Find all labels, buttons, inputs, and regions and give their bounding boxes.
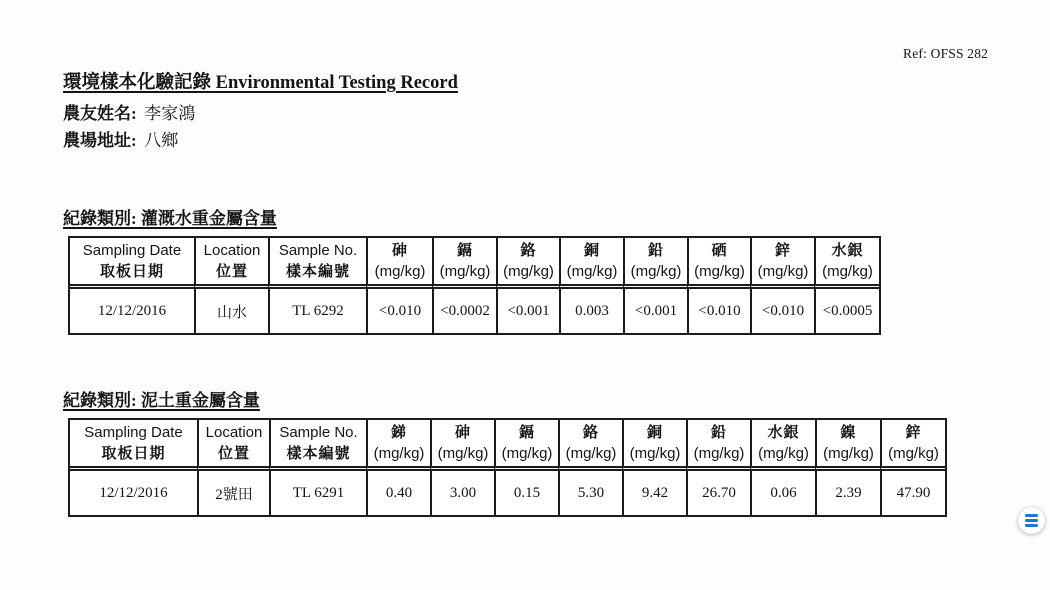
column-header-line1: Sample No.	[279, 424, 358, 441]
column-header-line2: 取板日期	[99, 263, 164, 280]
section-irrigation-water	[63, 204, 881, 335]
column-header	[686, 420, 750, 471]
column-header-line2: (mg/kg)	[822, 263, 873, 280]
table-cell: <0.0005	[814, 289, 879, 333]
farm-address-field	[63, 126, 178, 151]
column-header	[197, 420, 269, 471]
column-header-line1: 銅	[583, 242, 600, 259]
column-header-line2: (mg/kg)	[888, 445, 939, 462]
table-cell: <0.010	[366, 289, 432, 333]
irrigation-water-metals-table	[68, 236, 881, 335]
column-header-line1: 鋅	[905, 424, 922, 441]
table-cell: TL 6291	[269, 471, 366, 515]
column-header-line2: (mg/kg)	[437, 445, 489, 462]
table-cell: TL 6292	[268, 289, 366, 333]
column-header	[814, 238, 879, 289]
column-header-line2: (mg/kg)	[374, 263, 426, 280]
table-cell: 12/12/2016	[99, 484, 168, 501]
column-header-line2: (mg/kg)	[373, 445, 425, 462]
table-header-row	[70, 238, 879, 289]
column-header	[496, 238, 559, 289]
table-cell: 3.00	[430, 471, 494, 515]
column-header-line1: Sampling Date	[82, 242, 182, 259]
column-header-line2: (mg/kg)	[757, 263, 809, 280]
column-header	[687, 238, 750, 289]
column-header-line2: (mg/kg)	[439, 263, 491, 280]
column-header-line2: (mg/kg)	[630, 263, 682, 280]
column-header-line1: Location	[203, 242, 261, 259]
column-header	[750, 420, 815, 471]
table-cell: 0.003	[559, 289, 623, 333]
column-header-line1: 砷	[391, 242, 408, 259]
section-heading-soil: 紀錄類別: 泥土重金屬含量	[63, 391, 260, 410]
column-header	[623, 238, 687, 289]
farmer-name-field	[63, 99, 195, 124]
table-cell: <0.0002	[432, 289, 496, 333]
column-header-line1: 鉛	[647, 242, 664, 259]
column-header-line1: 鎘	[456, 242, 473, 259]
column-header-line1: 水銀	[831, 242, 864, 259]
column-header	[559, 238, 623, 289]
column-header-line2: 樣本編號	[285, 263, 350, 280]
column-header	[194, 238, 268, 289]
column-header	[622, 420, 686, 471]
column-header-line2: (mg/kg)	[694, 263, 745, 280]
column-header-line1: 砷	[454, 424, 471, 441]
column-header-line1: Sampling Date	[84, 424, 183, 441]
column-header	[366, 420, 430, 471]
column-header-line1: 鎘	[518, 424, 535, 441]
column-header	[70, 420, 197, 471]
column-header-line1: 銻	[390, 424, 407, 441]
column-header-line1: 鉛	[710, 424, 727, 441]
column-header	[268, 238, 366, 289]
column-header-line2: (mg/kg)	[501, 445, 553, 462]
column-header-line2: (mg/kg)	[629, 445, 681, 462]
column-header	[269, 420, 366, 471]
column-header-line1: 鋅	[774, 242, 791, 259]
farmer-name-value: 李家鴻	[144, 104, 196, 123]
column-header-line2: (mg/kg)	[758, 445, 809, 462]
column-header-line1: Sample No.	[278, 242, 358, 259]
table-cell: <0.010	[750, 289, 814, 333]
column-header	[815, 420, 880, 471]
column-header-line2: 位置	[217, 445, 250, 462]
column-header	[558, 420, 622, 471]
reference-number: Ref: OFSS 282	[903, 46, 989, 61]
column-header	[70, 238, 194, 289]
table-cell: 12/12/2016	[97, 302, 167, 319]
farmer-name-label: 農友姓名:	[63, 104, 137, 123]
table-cell: 9.42	[622, 471, 686, 515]
table-cell: <0.010	[687, 289, 750, 333]
table-row	[70, 289, 879, 333]
column-header-line1: 鎳	[840, 424, 857, 441]
column-header	[430, 420, 494, 471]
hamburger-menu-icon	[1025, 514, 1038, 527]
column-header-line2: (mg/kg)	[565, 445, 617, 462]
farm-address-value: 八鄉	[144, 131, 179, 150]
table-cell: 26.70	[686, 471, 750, 515]
soil-metals-table	[68, 418, 947, 517]
column-header	[750, 238, 814, 289]
column-header-line1: 硒	[711, 242, 728, 259]
column-header	[432, 238, 496, 289]
column-header-line2: (mg/kg)	[693, 445, 745, 462]
table-cell: 0.06	[750, 471, 815, 515]
table-cell: 5.30	[558, 471, 622, 515]
column-header-line1: Location	[205, 424, 263, 441]
column-header-line2: 位置	[215, 263, 248, 280]
document-title: 環境樣本化驗記錄 Environmental Testing Record	[63, 73, 458, 93]
column-header-line1: 鉻	[520, 242, 537, 259]
column-header	[494, 420, 558, 471]
table-cell: 47.90	[880, 471, 945, 515]
column-header	[880, 420, 945, 471]
table-cell: 2號田	[197, 471, 269, 515]
menu-button[interactable]	[1018, 507, 1045, 534]
column-header-line2: 取板日期	[101, 445, 166, 462]
table-row	[70, 471, 945, 515]
table-cell: 2.39	[815, 471, 880, 515]
column-header-line1: 鉻	[582, 424, 599, 441]
column-header-line1: 水銀	[767, 424, 800, 441]
section-heading-irrigation-water: 紀錄類別: 灌溉水重金屬含量	[63, 209, 277, 228]
table-cell: <0.001	[496, 289, 559, 333]
table-cell: 山水	[194, 289, 268, 333]
column-header-line1: 銅	[646, 424, 663, 441]
farm-address-label: 農場地址:	[63, 131, 137, 150]
table-cell: 0.15	[494, 471, 558, 515]
column-header	[366, 238, 432, 289]
table-header-row	[70, 420, 945, 471]
section-soil	[63, 386, 947, 517]
column-header-line2: (mg/kg)	[503, 263, 554, 280]
column-header-line2: (mg/kg)	[566, 263, 618, 280]
column-header-line2: 樣本編號	[286, 445, 351, 462]
table-cell: 0.40	[366, 471, 430, 515]
column-header-line2: (mg/kg)	[823, 445, 874, 462]
table-cell: <0.001	[623, 289, 687, 333]
